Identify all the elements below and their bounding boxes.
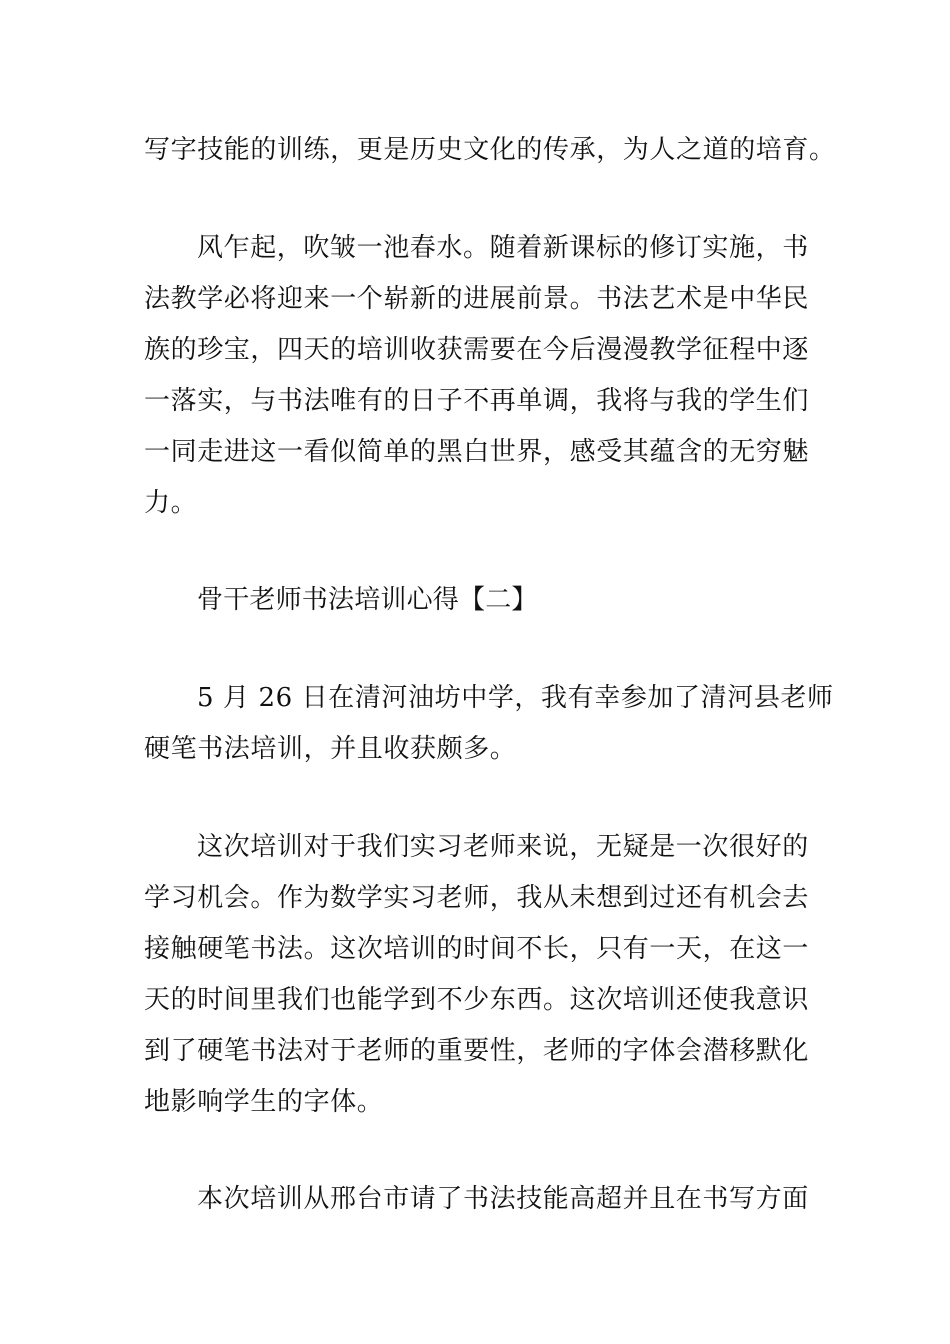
paragraph-line: 一落实，与书法唯有的日子不再单调，我将与我的学生们 [144, 386, 810, 416]
paragraph-line: 写字技能的训练，更是历史文化的传承，为人之道的培育。 [144, 135, 836, 165]
paragraph-line: 天的时间里我们也能学到不少东西。这次培训还使我意识 [144, 985, 810, 1015]
paragraph-line: 地影响学生的字体。 [144, 1087, 384, 1117]
section-heading: 骨干老师书法培训心得【二】 [197, 585, 538, 615]
paragraph-line: 硬笔书法培训，并且收获颇多。 [144, 734, 517, 764]
paragraph-line: 到了硬笔书法对于老师的重要性，老师的字体会潜移默化 [144, 1036, 810, 1066]
paragraph-line: 力。 [144, 488, 198, 518]
paragraph-line: 学习机会。作为数学实习老师，我从未想到过还有机会去 [144, 883, 810, 913]
paragraph-line: 本次培训从邢台市请了书法技能高超并且在书写方面 [197, 1184, 809, 1214]
paragraph-line: 法教学必将迎来一个崭新的进展前景。书法艺术是中华民 [144, 284, 810, 314]
paragraph-line: 风乍起，吹皱一池春水。随着新课标的修订实施，书 [197, 233, 809, 263]
paragraph-line: 一同走进这一看似简单的黑白世界，感受其蕴含的无穷魅 [144, 437, 810, 467]
paragraph-line: 接触硬笔书法。这次培训的时间不长，只有一天，在这一 [144, 934, 810, 964]
paragraph-line: 族的珍宝，四天的培训收获需要在今后漫漫教学征程中逐 [144, 335, 810, 365]
paragraph-line: 这次培训对于我们实习老师来说，无疑是一次很好的 [197, 832, 809, 862]
paragraph-line: 5 月 26 日在清河油坊中学，我有幸参加了清河县老师 [197, 683, 834, 713]
